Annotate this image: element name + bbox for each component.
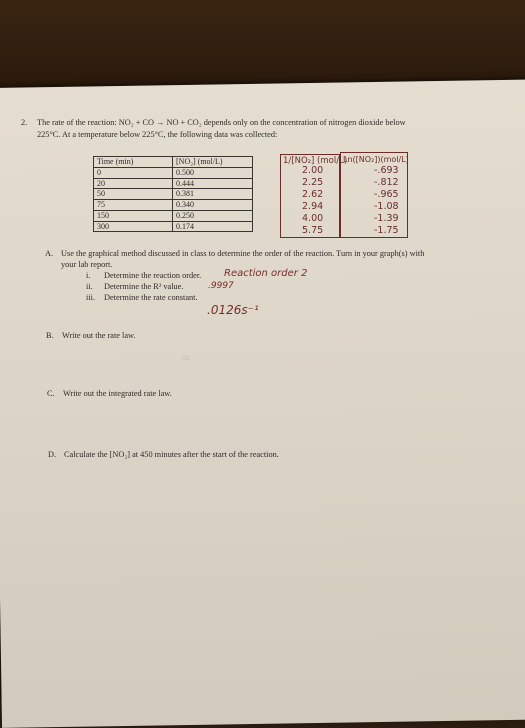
handwritten-inverse-value: 2.25 <box>302 177 324 188</box>
faint-bleedthrough-mark: ≈ <box>180 350 192 366</box>
part-c-label: C. <box>47 389 55 398</box>
table-row <box>94 200 253 211</box>
table-cell: 0.500 <box>173 167 253 178</box>
table-row <box>94 178 253 189</box>
question-text-line1: The rate of the reaction: NO₂ + CO → NO + CO₂ depends only on the concentration of nitrogen dioxide below <box>37 118 406 127</box>
part-d-text: Calculate the [NO₂] at 450 minutes after the start of the reaction. <box>64 450 279 459</box>
part-a-item-text: Determine the rate constant. <box>104 293 198 302</box>
part-a-item-number: ii. <box>86 282 93 291</box>
table-row <box>94 210 253 221</box>
table-row <box>94 189 253 200</box>
data-table <box>93 156 253 232</box>
part-a-item-number: iii. <box>86 293 95 302</box>
table-cell: 300 <box>94 221 173 232</box>
handwritten-inverse-value: 4.00 <box>302 213 324 224</box>
table-cell: 0.444 <box>173 178 253 189</box>
part-a-item-text: Determine the reaction order. <box>104 271 202 280</box>
table-cell: 0.250 <box>173 210 253 221</box>
handwritten-ln-value: -.693 <box>374 165 399 176</box>
handwritten-ln-value: -1.75 <box>374 225 399 236</box>
question-text-line2: 225°C. At a temperature below 225°C, the following data was collected: <box>37 130 278 139</box>
handwritten-inverse-value: 5.75 <box>302 225 324 236</box>
table-header-row <box>94 157 253 168</box>
table-cell: 20 <box>94 178 173 189</box>
table-row <box>94 167 253 178</box>
question-number: 2. <box>21 118 28 127</box>
table-cell: 75 <box>94 200 173 211</box>
part-c-text: Write out the integrated rate law. <box>63 389 172 398</box>
part-a-item-number: i. <box>86 271 91 280</box>
part-b-label: B. <box>46 331 54 340</box>
part-a-item-text: Determine the R² value. <box>104 282 184 291</box>
table-cell: 0.340 <box>173 200 253 211</box>
part-a-text-line2: your lab report. <box>61 260 113 269</box>
part-a-label: A. <box>45 249 54 258</box>
handwritten-ln-value: -.812 <box>374 177 399 188</box>
table-cell: 0.381 <box>173 189 253 200</box>
handwritten-ln-header: Ln([NO₂])(mol/L) <box>343 155 409 164</box>
handwritten-answer-order: Reaction order 2 <box>224 268 308 279</box>
handwritten-ln-value: -.965 <box>374 189 399 200</box>
handwritten-ln-value: -1.39 <box>374 213 399 224</box>
table-cell: 0 <box>94 167 173 178</box>
table-cell: 50 <box>94 189 173 200</box>
handwritten-ln-value: -1.08 <box>374 201 399 212</box>
table-header-concentration: [NO₂] (mol/L) <box>173 157 253 168</box>
table-cell: 0.174 <box>173 221 253 232</box>
table-row <box>94 221 253 232</box>
handwritten-inverse-value: 2.62 <box>302 189 324 200</box>
handwritten-answer-r-squared: .9997 <box>208 281 234 291</box>
part-b-text: Write out the rate law. <box>62 331 136 340</box>
part-a-text-line1: Use the graphical method discussed in class to determine the order of the reaction. Turn in your graph(s) with <box>61 249 425 258</box>
table-cell: 150 <box>94 210 173 221</box>
handwritten-inverse-value: 2.00 <box>302 165 324 176</box>
table-header-time: Time (min) <box>94 157 173 168</box>
handwritten-answer-rate-constant: .0126s⁻¹ <box>207 303 259 317</box>
handwritten-inverse-value: 2.94 <box>302 201 324 212</box>
part-d-label: D. <box>48 450 57 459</box>
handwritten-inverse-header: 1/[NO₂] (mol/L) <box>283 156 348 166</box>
